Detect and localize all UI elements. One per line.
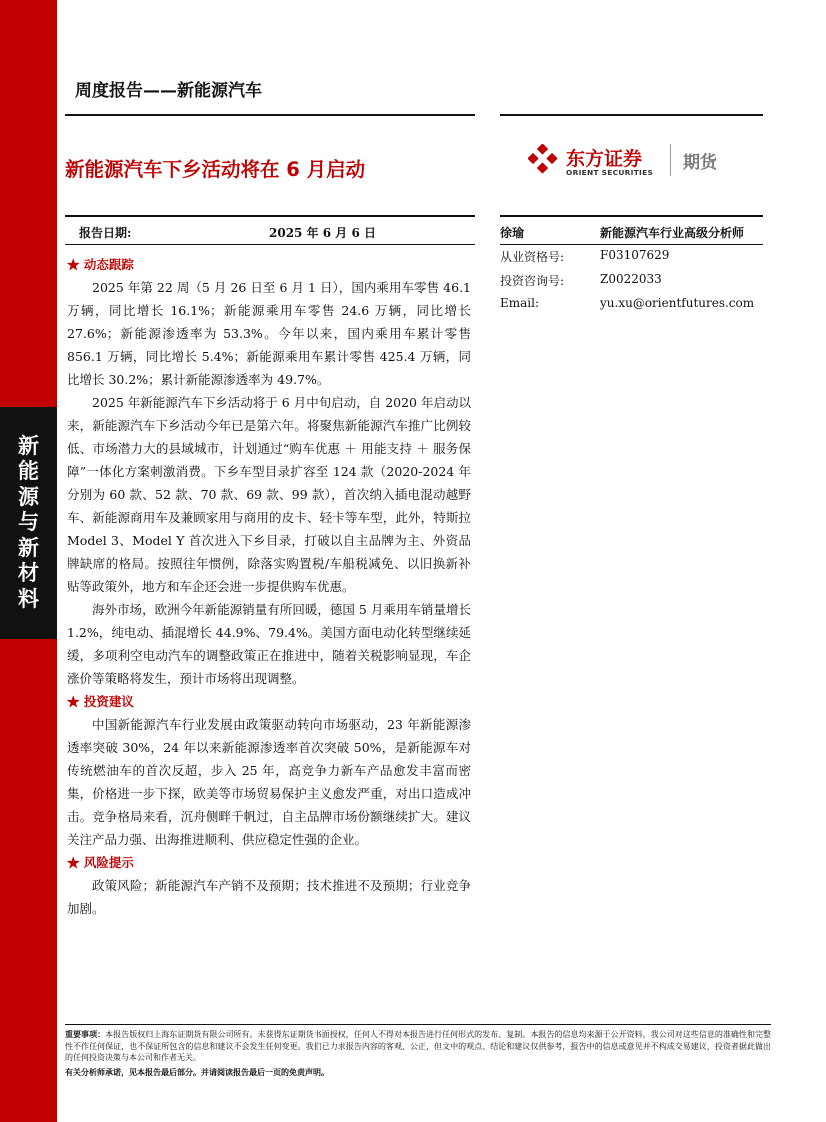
sector-char: 新 xyxy=(18,535,39,560)
sector-label xyxy=(0,407,57,639)
header-divider-right xyxy=(500,114,763,116)
paragraph: 中国新能源汽车行业发展由政策驱动转向市场驱动，23 年新能源渗透率突破 30%，24 年以来新能源渗透率首次突破 50%，是新能源车对传统燃油车的首次反超，步入 25 年，高竞争力新车产品愈发丰富而密集，价格进一步下探，欧美等市场贸易保护主义愈发严重，对出口造成冲击。竞争格局来看，沉舟侧畔千帆过，自主品牌市场份额继续扩大。建议关注产品力强、出海推进顺利、供应稳定性强的企业。 xyxy=(67,717,471,847)
disclaimer xyxy=(65,1029,771,1064)
disclaimer-text: 本报告版权归上海东证期货有限公司所有。未获得东证期货书面授权，任何人不得对本报告进行任何形式的发布、复制。本报告的信息均来源于公开资料，我公司对这些信息的准确性和完整性不作任何保证，也不保证所包含的信息和建议不会发生任何变更。我们已力求报告内容的客观、公正，但文中的观点、结论和建议仅供参考，报告中的信息或意见并不构成交易建议，投资者据此做出的任何投资决策与本公司和作者无关。 xyxy=(65,1030,772,1063)
logo-futures: 期货 xyxy=(683,153,717,173)
disclaimer-label: 重要事项： xyxy=(65,1029,106,1039)
paragraph: 海外市场，欧洲今年新能源销量有所回暖，德国 5 月乘用车销量增长 1.2%，纯电动、插混增长 44.9%、79.4%。美国方面电动化转型继续延缓，多项利空电动汽车的调整政策正在推进中，随着关税影响显现，车企涨价等策略将发生，预计市场将出现调整。 xyxy=(67,602,471,686)
sector-char: 新 xyxy=(18,433,39,458)
date-rule-bottom xyxy=(65,244,475,245)
logo-mark-icon xyxy=(528,144,558,174)
sector-char: 能 xyxy=(18,459,39,484)
consult-value: Z0022033 xyxy=(600,272,662,286)
footer-divider xyxy=(65,1024,771,1025)
email-value[interactable]: yu.xu@orientfutures.com xyxy=(600,296,755,310)
section-heading-investment: ★ 投资建议 xyxy=(67,694,134,709)
report-type: 周度报告——新能源汽车 xyxy=(75,81,262,101)
sector-char: 料 xyxy=(18,586,39,611)
report-date-value: 2025 年 6 月 6 日 xyxy=(269,226,376,240)
report-body xyxy=(67,253,471,920)
logo-english-name: ORIENT SECURITIES xyxy=(566,168,654,177)
license-value: F03107629 xyxy=(600,248,670,262)
section-heading-risk: ★ 风险提示 xyxy=(67,855,134,870)
analyst-name: 徐瑜 xyxy=(500,226,525,240)
logo-chinese-name: 东方证券 xyxy=(566,148,643,170)
header-divider xyxy=(65,114,475,116)
analyst-promise-note: 有关分析师承诺，见本报告最后部分。并请阅读报告最后一页的免责声明。 xyxy=(65,1067,329,1077)
license-label: 从业资格号: xyxy=(500,250,565,264)
orient-securities-logo xyxy=(526,140,756,180)
report-title: 新能源汽车下乡活动将在 6 月启动 xyxy=(65,158,366,181)
sector-char: 材 xyxy=(18,561,39,586)
paragraph: 2025 年新能源汽车下乡活动将于 6 月中旬启动，自 2020 年启动以来，新能源汽车下乡活动今年已是第六年。将聚焦新能源汽车推广比例较低、市场潜力大的县域城市，计划通过“购车优惠 ＋ 用能支持 ＋ 服务保障”一体化方案刺激消费。下乡车型目录扩容至 124 款（2020-2024 年分别为 60 款、52 款、70 款、69 款、99 款），首次纳入插电混动越野车、新能源商用车及兼顾家用与商用的皮卡、轻卡等车型，此外，特斯拉 Model 3、Model Y 首次进入下乡目录，打破以自主品牌为主、外资品牌缺席的格局。按照往年惯例，除落实购置税/车船税减免、以旧换新补贴等政策外，地方和车企还会进一步提供购车优惠。 xyxy=(67,395,471,594)
date-rule-top xyxy=(65,215,475,217)
analyst-rule-top xyxy=(500,215,763,217)
section-heading-tracking: ★ 动态跟踪 xyxy=(67,257,134,272)
analyst-rule-bottom xyxy=(500,244,763,245)
sector-char: 与 xyxy=(18,510,39,535)
consult-label: 投资咨询号: xyxy=(500,274,565,288)
sector-char: 源 xyxy=(18,484,39,509)
paragraph: 政策风险；新能源汽车产销不及预期；技术推进不及预期；行业竞争加剧。 xyxy=(67,878,471,916)
paragraph: 2025 年第 22 周（5 月 26 日至 6 月 1 日），国内乘用车零售 46.1 万辆，同比增长 16.1%；新能源乘用车零售 24.6 万辆，同比增长 27.6%；新能源渗透率为 53.3%。今年以来，国内乘用车累计零售 856.1 万辆，同比增长 5.4%；新能源乘用车累计零售 425.4 万辆，同比增长 30.2%；累计新能源渗透率为 49.7%。 xyxy=(67,280,471,387)
report-date-label: 报告日期: xyxy=(79,226,132,240)
email-label: Email: xyxy=(500,296,540,310)
analyst-title: 新能源汽车行业高级分析师 xyxy=(600,226,745,240)
logo-separator xyxy=(670,144,671,176)
